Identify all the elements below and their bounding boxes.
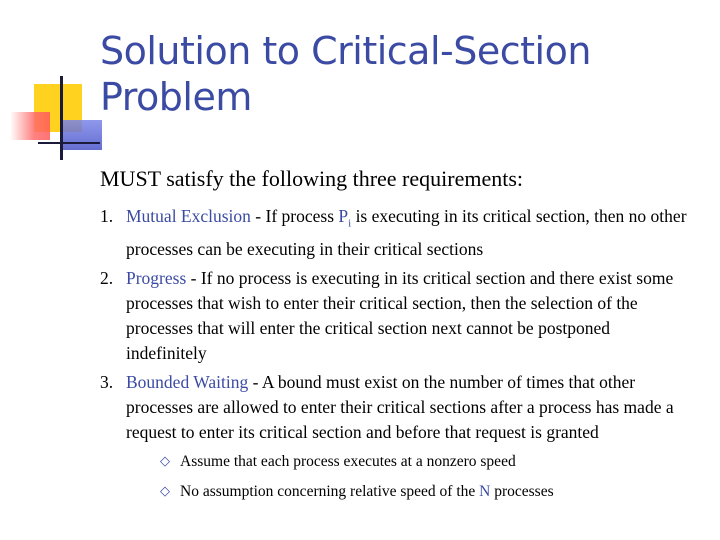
slide-title: Solution to Critical-Section Problem xyxy=(100,29,591,119)
list-item xyxy=(160,479,690,505)
item-text: - A bound must exist on the number of times that other processes are allowed to enter their critical sections after a process has made a request to enter its critical section and before that request is granted xyxy=(126,371,674,442)
list-item xyxy=(100,370,690,505)
item-text: is executing in its critical section, then no other processes can be executing in their critical sections xyxy=(126,206,687,259)
requirements-list xyxy=(100,204,690,505)
item-number: 3. xyxy=(100,371,114,392)
item-text: - If process xyxy=(250,206,339,226)
note-text: Assume that each process executes at a nonzero speed xyxy=(180,452,516,470)
item-number: 2. xyxy=(100,267,114,288)
note-text: No assumption concerning relative speed of the xyxy=(180,482,480,500)
intro-text: MUST satisfy the following three requirements: xyxy=(100,166,524,191)
term-mutual-exclusion: Mutual Exclusion xyxy=(126,206,251,226)
note-highlight: N xyxy=(479,482,491,500)
notes-list xyxy=(160,449,690,505)
hollow-diamond-bullet-icon: ◇ xyxy=(160,453,170,469)
ornament-vertical-line xyxy=(60,76,63,160)
item-number: 1. xyxy=(100,206,114,226)
variable-letter: P xyxy=(338,206,349,226)
term-bounded-waiting: Bounded Waiting xyxy=(126,371,249,392)
ornament-horizontal-line xyxy=(38,142,100,144)
slide-body xyxy=(100,166,690,509)
ornament-blue-square xyxy=(62,120,102,150)
item-text: - If no process is executing in its critical section and there exist some processes that wish to enter their critical section, then the selection of the processes that will enter the critical section next cannot be postponed indefinitely xyxy=(126,267,674,363)
ornament-red-bar xyxy=(10,112,50,140)
list-item xyxy=(160,449,690,475)
variable-subscript: i xyxy=(348,217,352,230)
list-item xyxy=(100,204,690,262)
list-item xyxy=(100,266,690,366)
hollow-diamond-bullet-icon: ◇ xyxy=(160,483,170,499)
process-variable xyxy=(338,206,352,230)
term-progress: Progress xyxy=(126,267,187,288)
note-text: processes xyxy=(490,482,554,500)
